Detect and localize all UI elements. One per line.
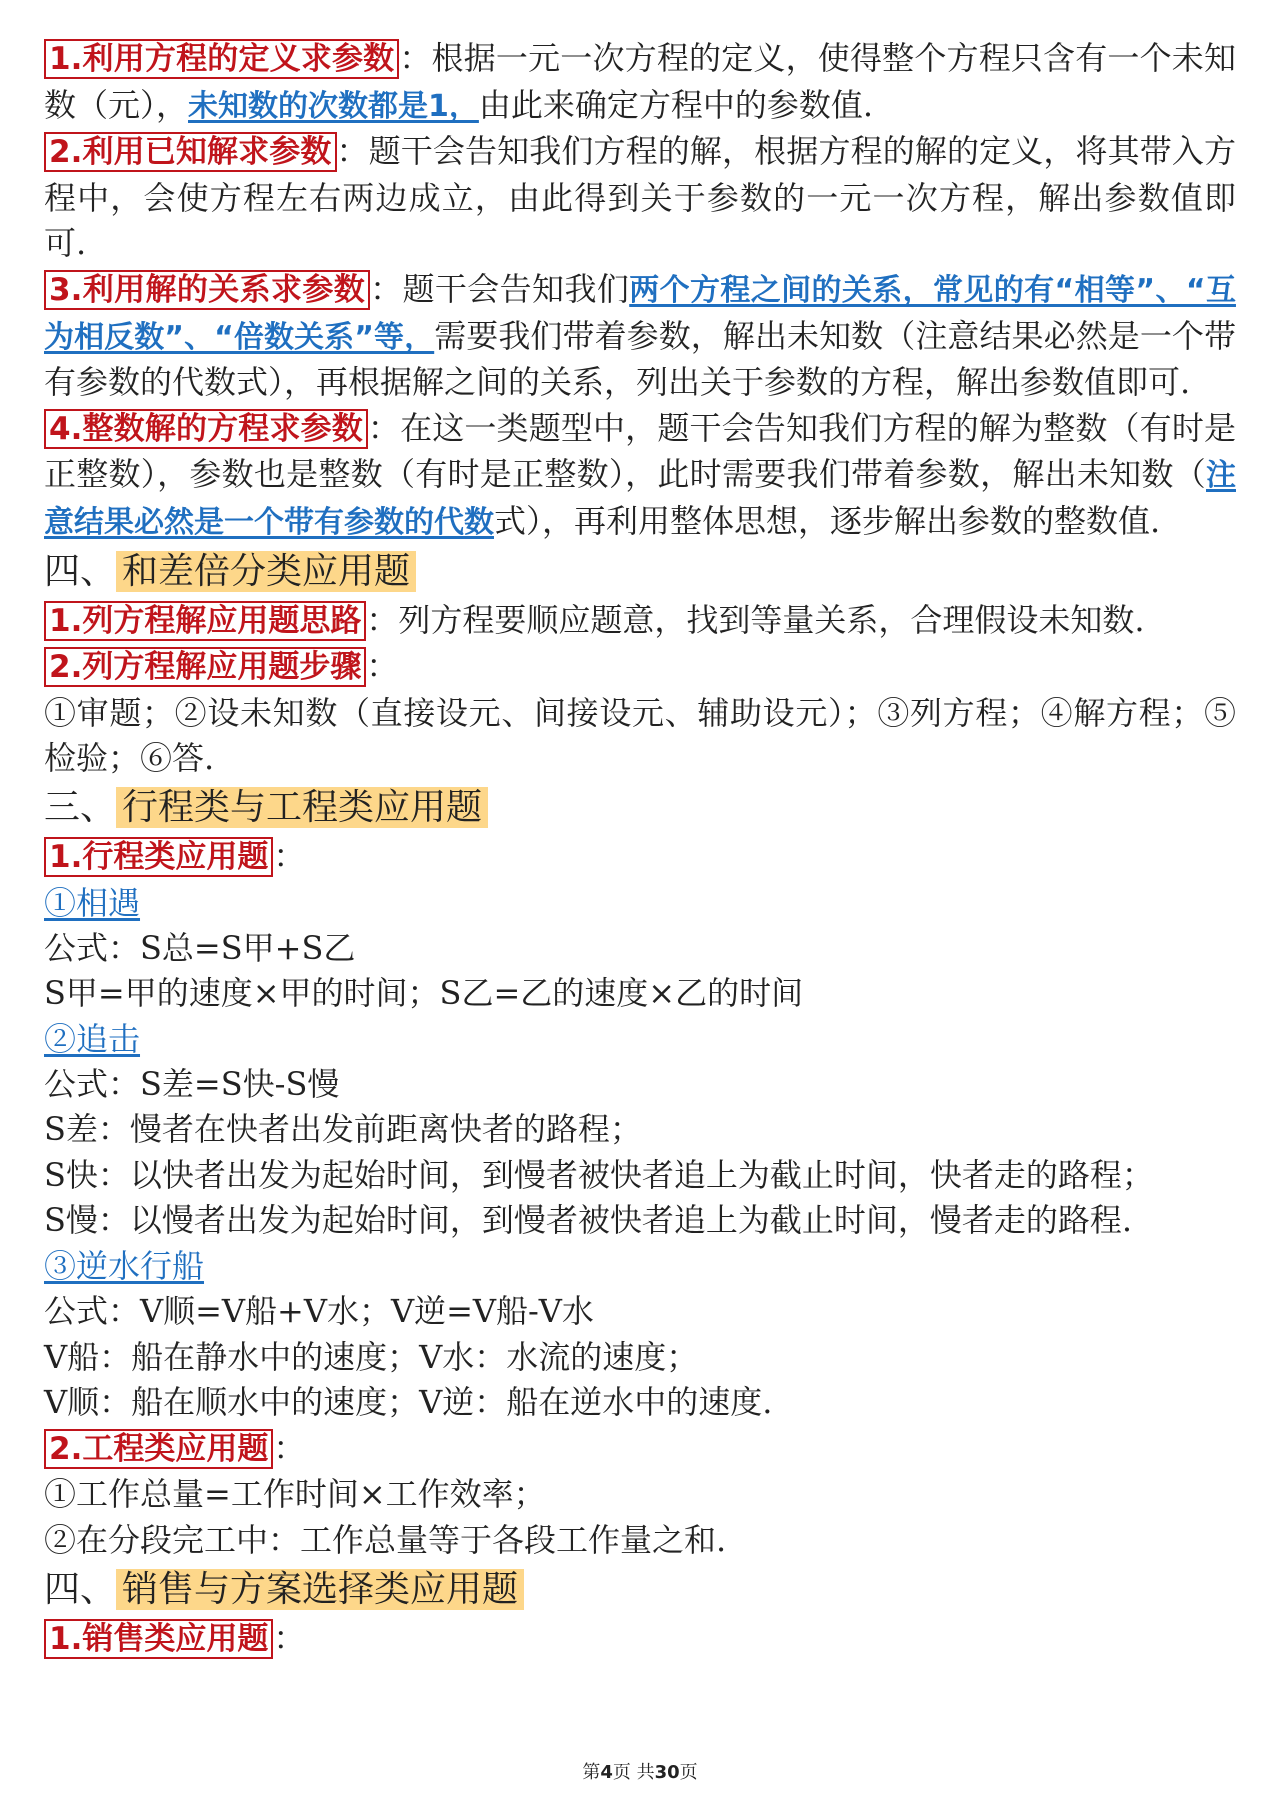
paragraph-text: ： [366, 647, 399, 686]
method-label: 1.销售类应用题 [44, 1619, 273, 1659]
subheading: ③逆水行船 [44, 1247, 205, 1286]
document-page [44, 36, 1236, 1662]
paragraph-text: ：根据一元一次方程的定义，使得整个方程只含有一个未知数（元）， [44, 39, 1236, 124]
formula-line: 公式：S差=S快-S慢 [44, 1064, 340, 1103]
section-heading [44, 784, 1236, 832]
section-number: 四、 [44, 550, 117, 592]
paragraph-text: ：列方程要顺应题意，找到等量关系，合理假设未知数. [366, 600, 1145, 639]
section-title: 销售与方案选择类应用题 [116, 1569, 524, 1610]
paragraph [44, 406, 1236, 546]
formula-line: 公式：S总=S甲+S乙 [44, 928, 356, 967]
section-number: 三、 [44, 786, 117, 828]
footer-text: 第 [582, 1762, 601, 1783]
emphasis-text: 注意结果必然是一个带有参数的代数 [44, 458, 1236, 540]
paragraph [44, 129, 1236, 267]
emphasis-text: 未知数的次数都是1， [188, 88, 479, 124]
paragraph-text: ： [273, 1428, 306, 1467]
paragraph-text: ：题干会告知我们 [370, 269, 630, 308]
paragraph-text: 式），再利用整体思想，逐步解出参数的整数值. [494, 501, 1161, 540]
paragraph [44, 598, 1236, 645]
page-number: 4 [600, 1762, 613, 1783]
paragraph [44, 1426, 1236, 1473]
total-pages: 30 [654, 1762, 680, 1783]
footer-text: 页 [679, 1762, 698, 1783]
method-label: 1.行程类应用题 [44, 837, 273, 877]
paragraph [44, 36, 1236, 129]
section-title: 行程类与工程类应用题 [116, 787, 488, 828]
formula-line: 公式：V顺=V船+V水；V逆=V船-V水 [44, 1292, 594, 1331]
formula-line: S甲=甲的速度×甲的时间；S乙=乙的速度×乙的时间 [44, 974, 804, 1013]
page-footer [0, 1758, 1280, 1784]
paragraph [44, 834, 1236, 881]
paragraph-text: ：题干会告知我们方程的解，根据方程的解的定义，将其带入方程中，会使方程左右两边成立，由此得到关于参数的一元一次方程，解出参数值即可. [44, 132, 1236, 263]
method-label: 2.列方程解应用题步骤 [44, 647, 366, 687]
formula-line: S快：以快者出发为起始时间，到慢者被快者追上为截止时间，快者走的路程； [44, 1155, 1154, 1194]
section-number: 四、 [44, 1568, 117, 1610]
paragraph [44, 1616, 1236, 1663]
subheading: ②追击 [44, 1019, 141, 1058]
method-label: 1.列方程解应用题思路 [44, 601, 366, 641]
footer-text: 页 共 [612, 1762, 655, 1783]
formula-line: ②在分段完工中：工作总量等于各段工作量之和. [44, 1521, 727, 1560]
paragraph-text: 需要我们带着参数，解出未知数（注意结果必然是一个带有参数的代数式），再根据解之间的关系，列出关于参数的方程，解出参数值即可. [44, 316, 1236, 402]
method-label: 1.利用方程的定义求参数 [44, 39, 399, 79]
paragraph-text: 由此来确定方程中的参数值. [478, 85, 874, 124]
method-label: 3.利用解的关系求参数 [44, 270, 370, 310]
formula-line: V船：船在静水中的速度；V水：水流的速度； [44, 1337, 699, 1376]
paragraph: ①审题；②设未知数（直接设元、间接设元、辅助设元）；③列方程；④解方程；⑤检验；⑥答. [44, 693, 1236, 778]
section-title: 和差倍分类应用题 [116, 551, 416, 592]
method-label: 4.整数解的方程求参数 [44, 409, 368, 449]
paragraph-text: ： [273, 836, 306, 875]
paragraph [44, 644, 1236, 691]
formula-line: S慢：以慢者出发为起始时间，到慢者被快者追上为截止时间，慢者走的路程. [44, 1201, 1133, 1240]
section-heading [44, 1566, 1236, 1614]
paragraph-text: ：在这一类题型中，题干会告知我们方程的解为整数（有时是正整数），参数也是整数（有时是正整数），此时需要我们带着参数，解出未知数（ [44, 408, 1236, 494]
section-heading [44, 548, 1236, 596]
formula-line: V顺：船在顺水中的速度；V逆：船在逆水中的速度. [44, 1383, 773, 1422]
formula-line: S差：慢者在快者出发前距离快者的路程； [44, 1110, 642, 1149]
formula-line: ①工作总量=工作时间×工作效率； [44, 1475, 546, 1514]
method-label: 2.利用已知解求参数 [44, 132, 337, 172]
paragraph-text: ： [273, 1618, 306, 1657]
method-label: 2.工程类应用题 [44, 1429, 273, 1469]
emphasis-text: 两个方程之间的关系，常见的有“相等”、“互为相反数”、“倍数关系”等， [44, 272, 1236, 355]
subheading: ①相遇 [44, 883, 141, 922]
paragraph [44, 267, 1236, 406]
